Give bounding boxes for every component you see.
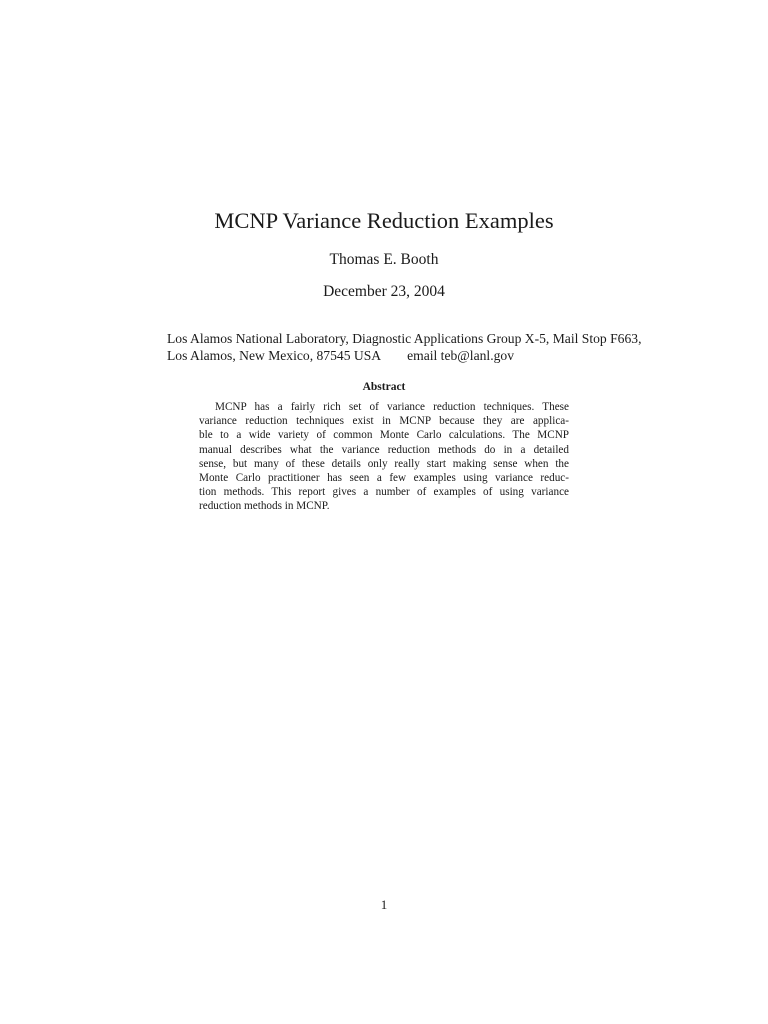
paper-date: December 23, 2004: [323, 283, 445, 300]
affiliation-address: Los Alamos, New Mexico, 87545 USA: [167, 348, 382, 363]
paper-author: Thomas E. Booth: [329, 251, 439, 268]
abstract-line: ble to a wide variety of common Monte Carlo calculations. The MCNP: [199, 429, 569, 442]
affiliation-line-2: [167, 347, 647, 364]
abstract-line: manual describes what the variance reduction methods do in a detailed: [199, 443, 569, 456]
author-email: email teb@lanl.gov: [407, 348, 514, 363]
affiliation-line-1: Los Alamos National Laboratory, Diagnostic Applications Group X-5, Mail Stop F663,: [167, 331, 642, 346]
abstract-line: Monte Carlo practitioner has seen a few examples using variance reduc-: [199, 471, 569, 484]
abstract-line: variance reduction techniques exist in MCNP because they are applica-: [199, 415, 569, 428]
abstract-body: [199, 400, 569, 514]
page-number: 1: [380, 897, 388, 912]
paper-title: MCNP Variance Reduction Examples: [214, 208, 554, 233]
abstract-heading: Abstract: [362, 381, 406, 393]
abstract-line: reduction methods in MCNP.: [199, 500, 330, 513]
abstract-line: MCNP has a fairly rich set of variance reduction techniques. These: [215, 401, 569, 413]
author-affiliation: [167, 330, 647, 364]
abstract-line: sense, but many of these details only really start making sense when the: [199, 457, 569, 470]
abstract-line: tion methods. This report gives a number of examples of using variance: [199, 486, 569, 499]
